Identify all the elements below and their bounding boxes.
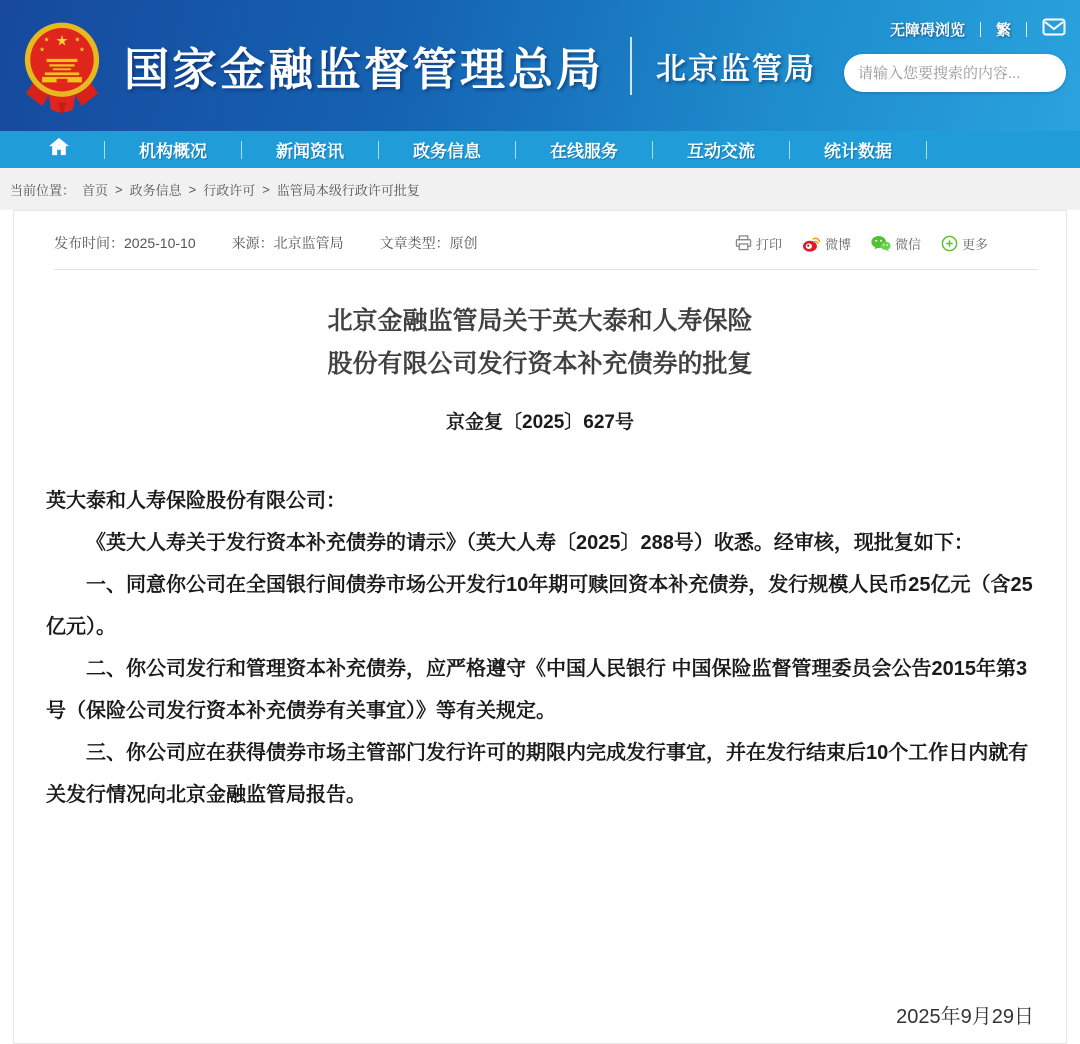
wechat-icon [871, 235, 891, 252]
nav-divider [789, 141, 790, 159]
breadcrumb-separator: > [115, 181, 123, 197]
top-links [890, 18, 1066, 40]
article-title [74, 300, 1006, 386]
breadcrumb [0, 168, 1080, 210]
print-button[interactable]: 打印 [735, 234, 782, 253]
breadcrumb-government-info[interactable]: 政务信息 [129, 182, 182, 198]
printer-icon [735, 235, 752, 251]
nav-item-government-info[interactable]: 政务信息 [413, 142, 481, 161]
nav-item-statistics[interactable]: 统计数据 [824, 142, 892, 161]
article-body [46, 480, 1036, 816]
national-emblem-icon [16, 19, 108, 115]
nav-divider [652, 141, 653, 159]
weibo-icon [802, 235, 821, 252]
site-title: 国家金融监督管理总局 [124, 44, 605, 95]
article-title-line2: 股份有限公司发行资本补充债券的批复 [327, 350, 753, 378]
svg-text:★: ★ [39, 46, 45, 54]
breadcrumb-separator: > [188, 181, 197, 197]
plus-circle-icon [941, 235, 958, 252]
breadcrumb-administrative-licensing[interactable]: 行政许可 [203, 182, 256, 198]
mail-icon [1042, 18, 1066, 40]
nav-home[interactable] [48, 137, 70, 162]
search-bar [844, 54, 1066, 92]
traditional-chinese-link[interactable]: 繁 [995, 21, 1011, 39]
document-number: 京金复〔2025〕627号 [446, 412, 634, 433]
site-header [0, 0, 1080, 131]
breadcrumb-current-page[interactable]: 监管局本级行政许可批复 [276, 182, 420, 198]
nav-divider [378, 141, 379, 159]
svg-text:★: ★ [74, 36, 81, 44]
mail-link[interactable] [1042, 18, 1066, 40]
article-paragraph: 英大泰和人寿保险股份有限公司： [46, 490, 346, 512]
nav-divider [104, 141, 105, 159]
header-left [0, 17, 816, 115]
article-meta-row [14, 211, 1066, 253]
breadcrumb-separator: > [262, 181, 270, 197]
meta-divider [54, 269, 1038, 270]
article-meta-info [54, 233, 478, 253]
search-input[interactable] [844, 54, 1066, 92]
toplink-divider [1026, 22, 1027, 37]
article-paragraph: 《英大人寿关于发行资本补充债券的请示》（英大人寿〔2025〕288号）收悉。经审核，现批复如下： [86, 532, 974, 554]
article-title-line1: 北京金融监管局关于英大泰和人寿保险 [327, 307, 753, 335]
nav-item-online-services[interactable]: 在线服务 [550, 142, 618, 161]
share-more-button[interactable]: 更多 [941, 234, 988, 253]
article-paragraph: 二、你公司发行和管理资本补充债券，应严格遵守《中国人民银行 中国保险监督管理委员会公告2015年第3号（保险公司发行资本补充债券有关事宜）》等有关规定。 [46, 658, 1028, 722]
nav-divider [241, 141, 242, 159]
svg-text:★: ★ [55, 32, 69, 49]
accessibility-link[interactable]: 无障碍浏览 [889, 21, 965, 39]
bureau-name: 北京监管局 [656, 52, 817, 86]
home-icon [48, 137, 70, 162]
article-paragraph: 三、你公司应在获得债券市场主管部门发行许可的期限内完成发行事宜，并在发行结束后10个工作日内就有关发行情况向北京金融监管局报告。 [46, 742, 1029, 806]
article-type: 文章类型：原创 [379, 235, 478, 251]
article-source: 来源：北京监管局 [231, 235, 344, 251]
main-nav [0, 131, 1080, 168]
header-divider [630, 37, 632, 95]
publish-date: 发布时间：2025-10-10 [54, 235, 196, 251]
share-toolbar [735, 234, 988, 253]
breadcrumb-label: 当前位置： [10, 182, 76, 198]
svg-text:★: ★ [79, 46, 85, 54]
article-paragraph: 一、同意你公司在全国银行间债券市场公开发行10年期可赎回资本补充债券，发行规模人民币25亿元（含25亿元）。 [46, 574, 1033, 638]
nav-divider [515, 141, 516, 159]
breadcrumb-home[interactable]: 首页 [82, 182, 109, 198]
nav-item-overview[interactable]: 机构概况 [139, 142, 207, 161]
nav-item-news[interactable]: 新闻资讯 [276, 142, 344, 161]
share-weibo-button[interactable]: 微博 [802, 234, 851, 253]
nav-divider [926, 141, 927, 159]
toplink-divider [980, 22, 981, 37]
nav-item-interaction[interactable]: 互动交流 [687, 142, 755, 161]
svg-text:★: ★ [43, 36, 50, 44]
share-wechat-button[interactable]: 微信 [871, 234, 921, 253]
header-right [844, 0, 1080, 131]
article-container [13, 210, 1067, 1044]
article-date: 2025年9月29日 [896, 1006, 1034, 1028]
